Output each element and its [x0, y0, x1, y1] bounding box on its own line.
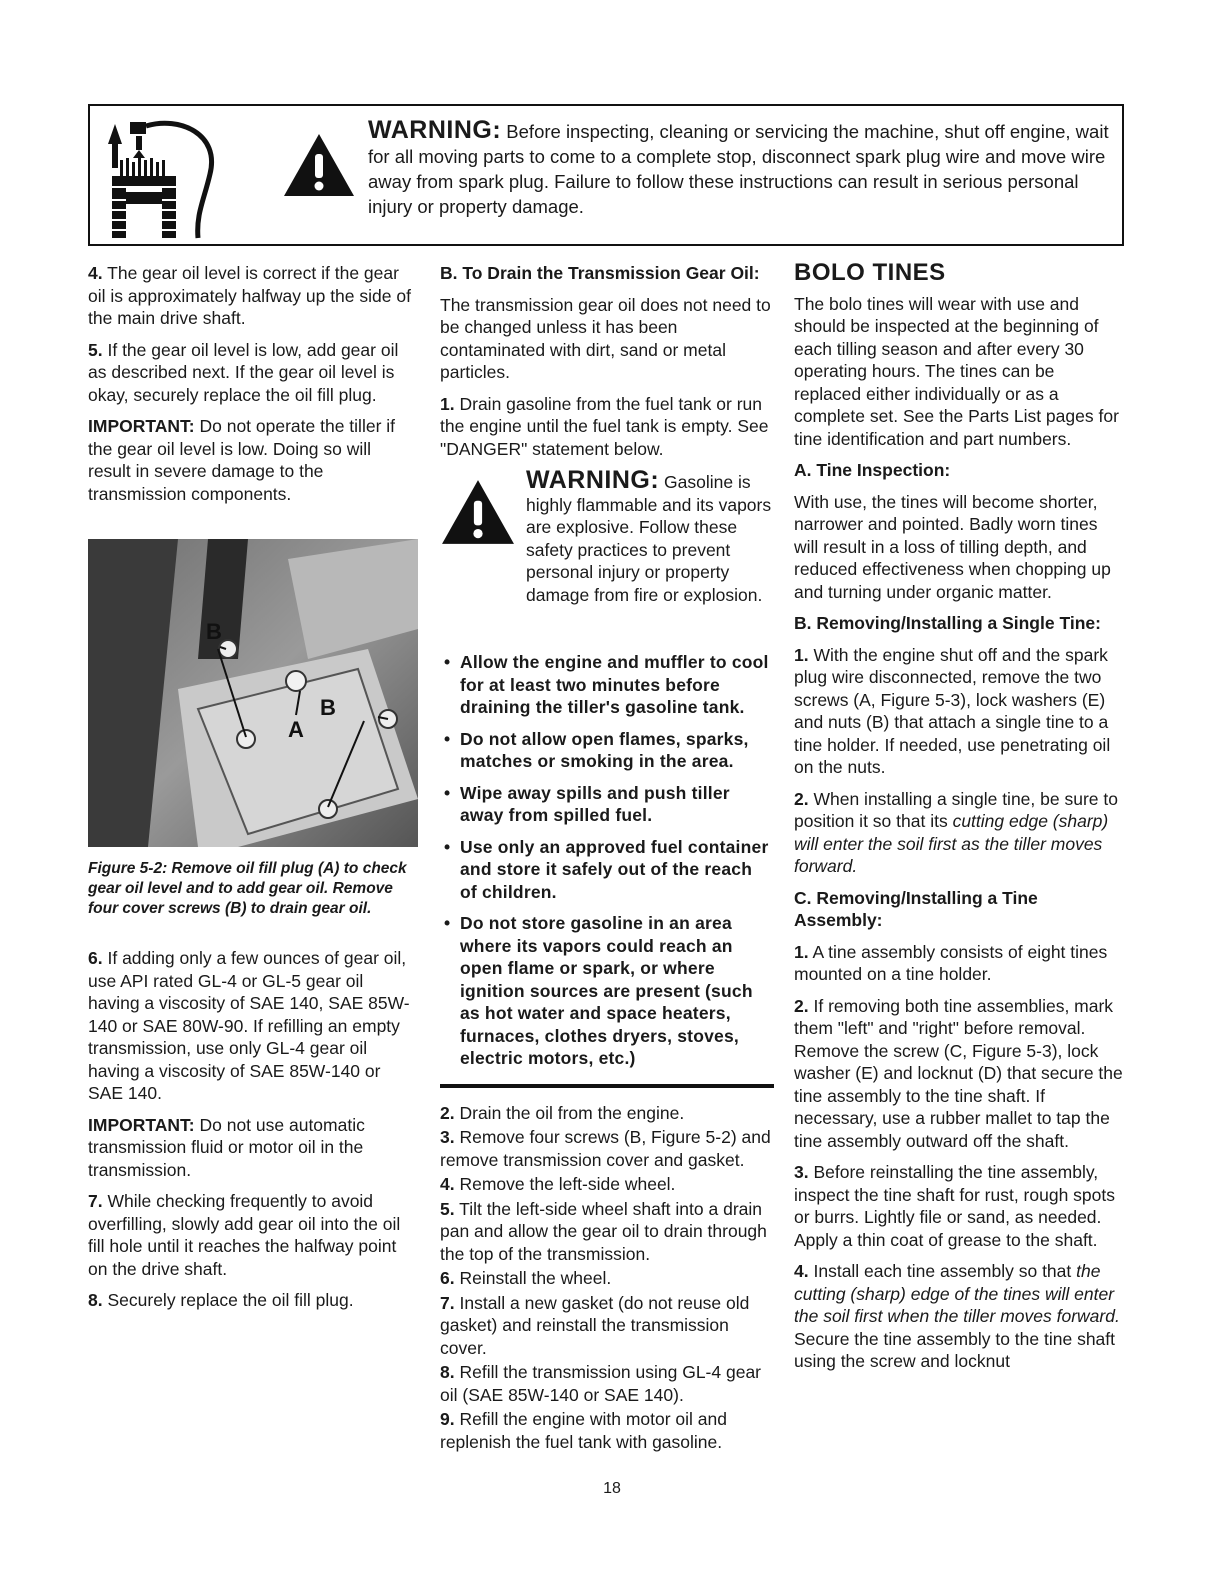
list-item: • Do not store gasoline in an area where its vapors could reach an open flame or spark, or where ignition sources are present (such as hot water and space heaters, furnaces, clothes dryers, stoves, electric motors, etc.): [440, 912, 774, 1070]
important-note-2: IMPORTANT: Do not use automatic transmission fluid or motor oil in the transmission.: [88, 1114, 365, 1180]
step-4: 4. The gear oil level is correct if the gear oil is approximately halfway up the side of the main drive shaft.: [88, 263, 411, 328]
list-item: • Do not allow open flames, sparks, matches or smoking in the area.: [440, 728, 774, 773]
drain-step-2: 2. Drain the oil from the engine.: [440, 1102, 685, 1123]
tine-assembly-step-2: 2. If removing both tine assemblies, mark them "left" and "right" before removal. Remove the screw (C, Figure 5-3), lock washer (E) and locknut (D) that secure the tine assembly to the tine shaft. If necessary, use a rubber mallet to tap the tine assembly outward off the shaft.: [794, 995, 1123, 1151]
step-7: 7. While checking frequently to avoid overfilling, slowly add gear oil into the oil fill hole until it reaches the halfway point on the drive shaft.: [88, 1191, 401, 1279]
tine-assembly-step-4: 4. Install each tine assembly so that the cutting (sharp) edge of the tines will enter the soil first when the tiller moves forward. Secure the tine assembly to the tine shaft using the screw and locknut: [794, 1261, 1120, 1371]
column-1: [88, 262, 418, 1321]
column-2: [440, 262, 774, 1455]
warning-triangle-icon: [282, 132, 356, 198]
drain-step-5: 5. Tilt the left-side wheel shaft into a drain pan and allow the gear oil to drain through the top of the transmission.: [440, 1198, 767, 1264]
tine-inspection-heading: A. Tine Inspection:: [794, 460, 951, 480]
gasoline-warning: [440, 466, 774, 641]
warning-box: [88, 104, 1124, 246]
safety-bullet-list: [440, 651, 774, 1070]
drain-step-8: 8. Refill the transmission using GL-4 gear oil (SAE 85W-140 or SAE 140).: [440, 1362, 762, 1405]
drain-step-6: 6. Reinstall the wheel.: [440, 1268, 612, 1288]
list-item: • Wipe away spills and push tiller away from spilled fuel.: [440, 782, 774, 827]
drain-step-3: 3. Remove four screws (B, Figure 5-2) and remove transmission cover and gasket.: [440, 1127, 771, 1170]
drain-intro: The transmission gear oil does not need to be changed unless it has been contaminated with dirt, sand or metal particles.: [440, 294, 771, 382]
drain-step-9: 9. Refill the engine with motor oil and replenish the fuel tank with gasoline.: [440, 1409, 727, 1452]
step-6: 6. If adding only a few ounces of gear oil, use API rated GL-4 or GL-5 gear oil having a viscosity of SAE 140, SAE 85W-140 or SAE 80W-90. If refilling an empty transmission, use only GL-4 gear oil having a viscosity of SAE 85W-140 or SAE 140.: [88, 948, 410, 1103]
tine-assembly-step-1: 1. A tine assembly consists of eight tines mounted on a tine holder.: [794, 941, 1108, 984]
single-tine-step-2: 2. When installing a single tine, be sure to position it so that its cutting edge (sharp) will enter the soil first as the tiller moves forward.: [794, 788, 1118, 876]
photo-label-b-left: B: [206, 619, 222, 644]
bolo-intro: The bolo tines will wear with use and should be inspected at the beginning of each tilling season and after every 30 operating hours. The tines can be replaced either individually or as a complete set. See the Parts List pages for tine identification and part numbers.: [794, 293, 1119, 449]
step-8: 8. Securely replace the oil fill plug.: [88, 1290, 354, 1310]
warning-body: Before inspecting, cleaning or servicing the machine, shut off engine, wait for all moving parts to come to a complete stop, disconnect spark plug wire and move wire away from spark plug. Failure to follow these instructions can result in serious personal injury or property damage.: [368, 121, 1109, 217]
important-note-1: IMPORTANT: Do not operate the tiller if the gear oil level is low. Doing so will result in severe damage to the transmission components.: [88, 416, 396, 504]
section-title: BOLO TINES: [794, 259, 946, 286]
step-5: 5. If the gear oil level is low, add gear oil as described next. If the gear oil level is okay, securely replace the oil fill plug.: [88, 339, 399, 405]
drain-gear-oil-heading: B. To Drain the Transmission Gear Oil:: [440, 263, 760, 283]
warning-triangle-icon: [440, 477, 516, 547]
list-item: • Allow the engine and muffler to cool for at least two minutes before draining the tiller's gasoline tank.: [440, 651, 774, 719]
figure-5-2-photo: [88, 539, 418, 847]
drain-step-4: 4. Remove the left-side wheel.: [440, 1174, 676, 1194]
drain-step-1: 1. Drain gasoline from the fuel tank or run the engine until the fuel tank is empty. See "DANGER" statement below.: [440, 393, 769, 459]
warning-title: WARNING:: [368, 116, 502, 144]
photo-label-a: A: [288, 717, 304, 742]
gasoline-warning-body: Gasoline is highly flammable and its vapors are explosive. Follow these safety practices to prevent personal injury or property damage from fire or explosion.: [526, 472, 772, 605]
photo-label-b-right: B: [320, 695, 336, 720]
single-tine-heading: B. Removing/Installing a Single Tine:: [794, 613, 1101, 633]
page-number: 18: [603, 1480, 621, 1497]
tine-assembly-heading: C. Removing/Installing a Tine Assembly:: [794, 887, 1038, 930]
warning-text: [368, 118, 1110, 219]
tine-inspection-text: With use, the tines will become shorter, narrower and pointed. Badly worn tines will result in a loss of tilling depth, and reduced effectiveness when chopping up and turning under organic matter.: [794, 491, 1111, 602]
column-3: [794, 259, 1126, 1382]
drain-step-7: 7. Install a new gasket (do not reuse old gasket) and reinstall the transmission cover.: [440, 1292, 750, 1358]
figure-caption: Figure 5-2: Remove oil fill plug (A) to check gear oil level and to add gear oil. Remove four cover screws (B) to drain gear oil.: [88, 860, 407, 917]
single-tine-step-1: 1. With the engine shut off and the spark plug wire disconnected, remove the two screws (A, Figure 5-3), lock washers (E) and nuts (B) that attach a single tine to a tine holder. If needed, use penetrating oil on the nuts.: [794, 644, 1111, 777]
list-item: • Use only an approved fuel container and store it safely out of the reach of children.: [440, 836, 774, 904]
tine-assembly-step-3: 3. Before reinstalling the tine assembly, inspect the tine shaft for rust, rough spots or burrs. Lightly file or sand, as needed. Apply a thin coat of grease to the shaft.: [794, 1162, 1116, 1250]
gasoline-warning-title: WARNING:: [526, 466, 660, 494]
disconnect-spark-plug-icon: [100, 114, 220, 240]
divider: [440, 1084, 774, 1088]
figure-5-2-image: [88, 539, 418, 847]
